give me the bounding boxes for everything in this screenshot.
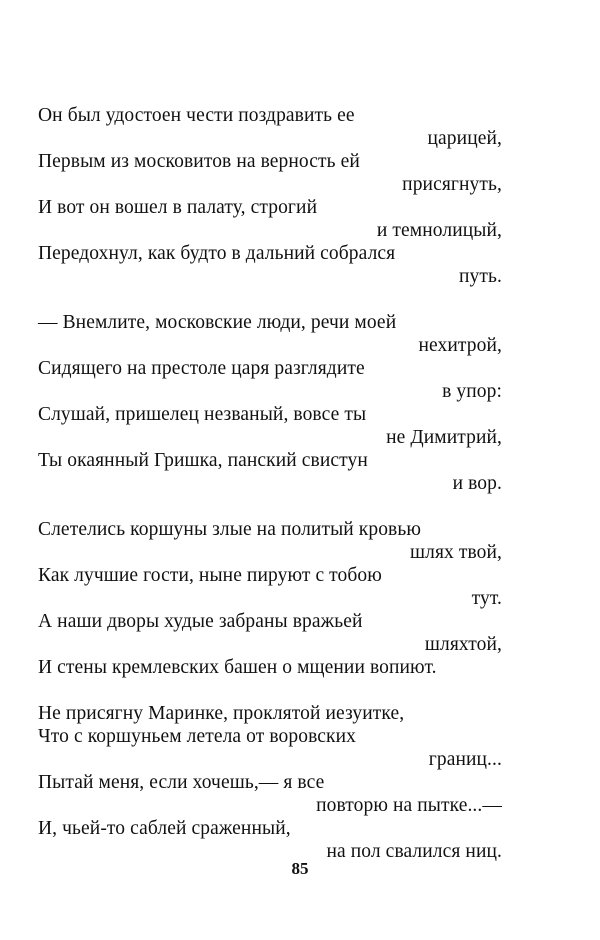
poem-line: И вот он вошел в палату, строгий [38, 197, 318, 218]
poem-line-continuation: границ... [428, 749, 502, 770]
poem-line: Слушай, пришелец незваный, вовсе ты [38, 404, 367, 425]
poem-line: — Внемлите, московские люди, речи моей [38, 312, 397, 333]
poem-line-continuation: шлях твой, [410, 542, 502, 563]
poem-line: Пытай меня, если хочешь,— я все [38, 772, 325, 793]
poem-line: Как лучшие гости, ныне пируют с тобою [38, 565, 382, 586]
stanza [38, 104, 502, 288]
poem-line: А наши дворы худые забраны вражьей [38, 611, 363, 632]
stanza [38, 311, 502, 495]
poem-line-continuation: шляхтой, [424, 634, 502, 655]
poem-line: Слетелись коршуны злые на политый кровью [38, 519, 422, 540]
page-number: 85 [291, 859, 309, 878]
poem-line: Что с коршуньем летела от воровских [38, 726, 356, 747]
poem-line: Сидящего на престоле царя разглядите [38, 358, 365, 379]
poem-line-continuation: присягнуть, [402, 174, 502, 195]
poem-line-continuation: путь. [459, 266, 502, 287]
poem-line: Не присягну Маринке, проклятой иезуитке, [38, 703, 405, 724]
stanza [38, 702, 502, 863]
poem-line-continuation: повторю на пытке...— [316, 795, 502, 816]
poem-line-continuation: тут. [471, 588, 502, 609]
poem-line: Он был удостоен чести поздравить ее [38, 105, 355, 126]
poem-line-continuation: в упор: [442, 381, 502, 402]
poem-line-continuation: и темнолицый, [376, 220, 502, 241]
poem-line: И стены кремлевских башен о мщении вопиют. [38, 657, 437, 678]
poem-line: Передохнул, как будто в дальний собрался [38, 243, 396, 264]
stanza [38, 518, 502, 679]
poem-line: И, чьей-то саблей сраженный, [38, 818, 291, 839]
poem-line-continuation: нехитрой, [418, 335, 502, 356]
poem-text [38, 104, 502, 863]
poem-line-continuation: не Димитрий, [386, 427, 502, 448]
poem-line-continuation: и вор. [452, 473, 502, 494]
poem-line: Ты окаянный Гришка, панский свистун [38, 450, 368, 471]
poem-line-continuation: царицей, [427, 128, 502, 149]
poem-line-continuation: на пол свалился ниц. [326, 841, 502, 862]
poem-line: Первым из московитов на верность ей [38, 151, 360, 172]
